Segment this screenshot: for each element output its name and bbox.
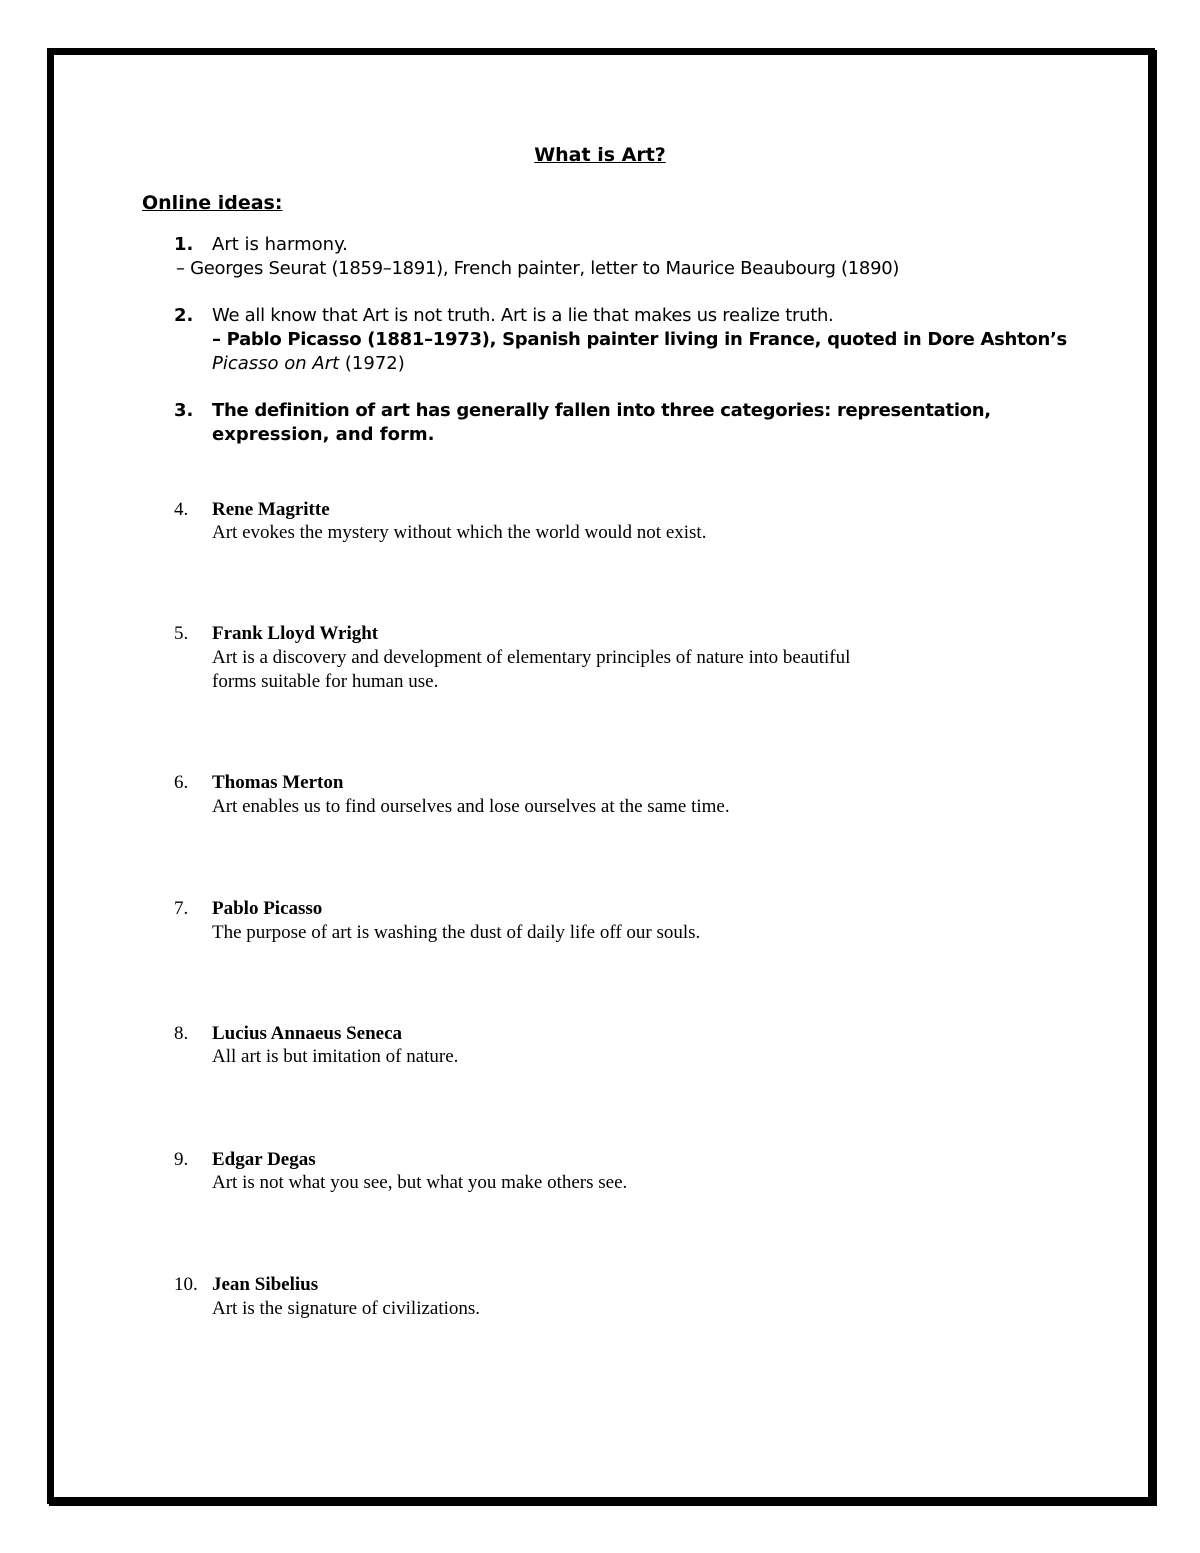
- item-author: Rene Magritte: [212, 499, 330, 520]
- item-number: 10.: [174, 1274, 198, 1295]
- item-author: Lucius Annaeus Seneca: [212, 1023, 403, 1044]
- item-text: expression, and form.: [212, 424, 435, 445]
- item-author: Jean Sibelius: [212, 1274, 319, 1295]
- item-quote: Art is not what you see, but what you make others see.: [212, 1172, 628, 1193]
- item-attribution-source: [212, 352, 405, 376]
- item-attribution: – Georges Seurat (1859–1891), French painter, letter to Maurice Beaubourg (1890): [176, 258, 900, 279]
- item-quote: Art evokes the mystery without which the world would not exist.: [212, 522, 707, 543]
- item-quote: Art is a discovery and development of elementary principles of nature into beautiful: [212, 647, 851, 668]
- item-number: 6.: [174, 772, 189, 793]
- item-number: 4.: [174, 499, 189, 520]
- item-quote: We all know that Art is not truth. Art is a lie that makes us realize truth.: [212, 305, 834, 326]
- item-number: 8.: [174, 1023, 189, 1044]
- item-number: 9.: [174, 1149, 189, 1170]
- item-quote: forms suitable for human use.: [212, 671, 439, 692]
- item-number: 1.: [174, 234, 194, 255]
- section-heading: Online ideas:: [142, 192, 283, 214]
- item-quote: Art enables us to find ourselves and lose ourselves at the same time.: [212, 796, 730, 817]
- item-number: 3.: [174, 400, 194, 421]
- item-number: 5.: [174, 623, 189, 644]
- item-quote: The purpose of art is washing the dust of daily life off our souls.: [212, 922, 701, 943]
- item-author: Edgar Degas: [212, 1149, 316, 1170]
- item-number: 2.: [174, 305, 194, 326]
- item-author: Frank Lloyd Wright: [212, 623, 379, 644]
- item-quote: Art is harmony.: [212, 234, 348, 255]
- item-quote: All art is but imitation of nature.: [212, 1046, 459, 1067]
- book-title: Picasso on Art: [212, 353, 340, 374]
- item-number: 7.: [174, 898, 189, 919]
- item-text: The definition of art has generally fallen into three categories: representation,: [212, 400, 991, 421]
- book-year: (1972): [339, 353, 405, 374]
- item-quote: Art is the signature of civilizations.: [212, 1298, 481, 1319]
- item-author: Pablo Picasso: [212, 898, 323, 919]
- item-attribution: – Pablo Picasso (1881–1973), Spanish painter living in France, quoted in Dore Ashton’s: [212, 329, 1067, 350]
- item-author: Thomas Merton: [212, 772, 344, 793]
- page-title: What is Art?: [534, 144, 666, 166]
